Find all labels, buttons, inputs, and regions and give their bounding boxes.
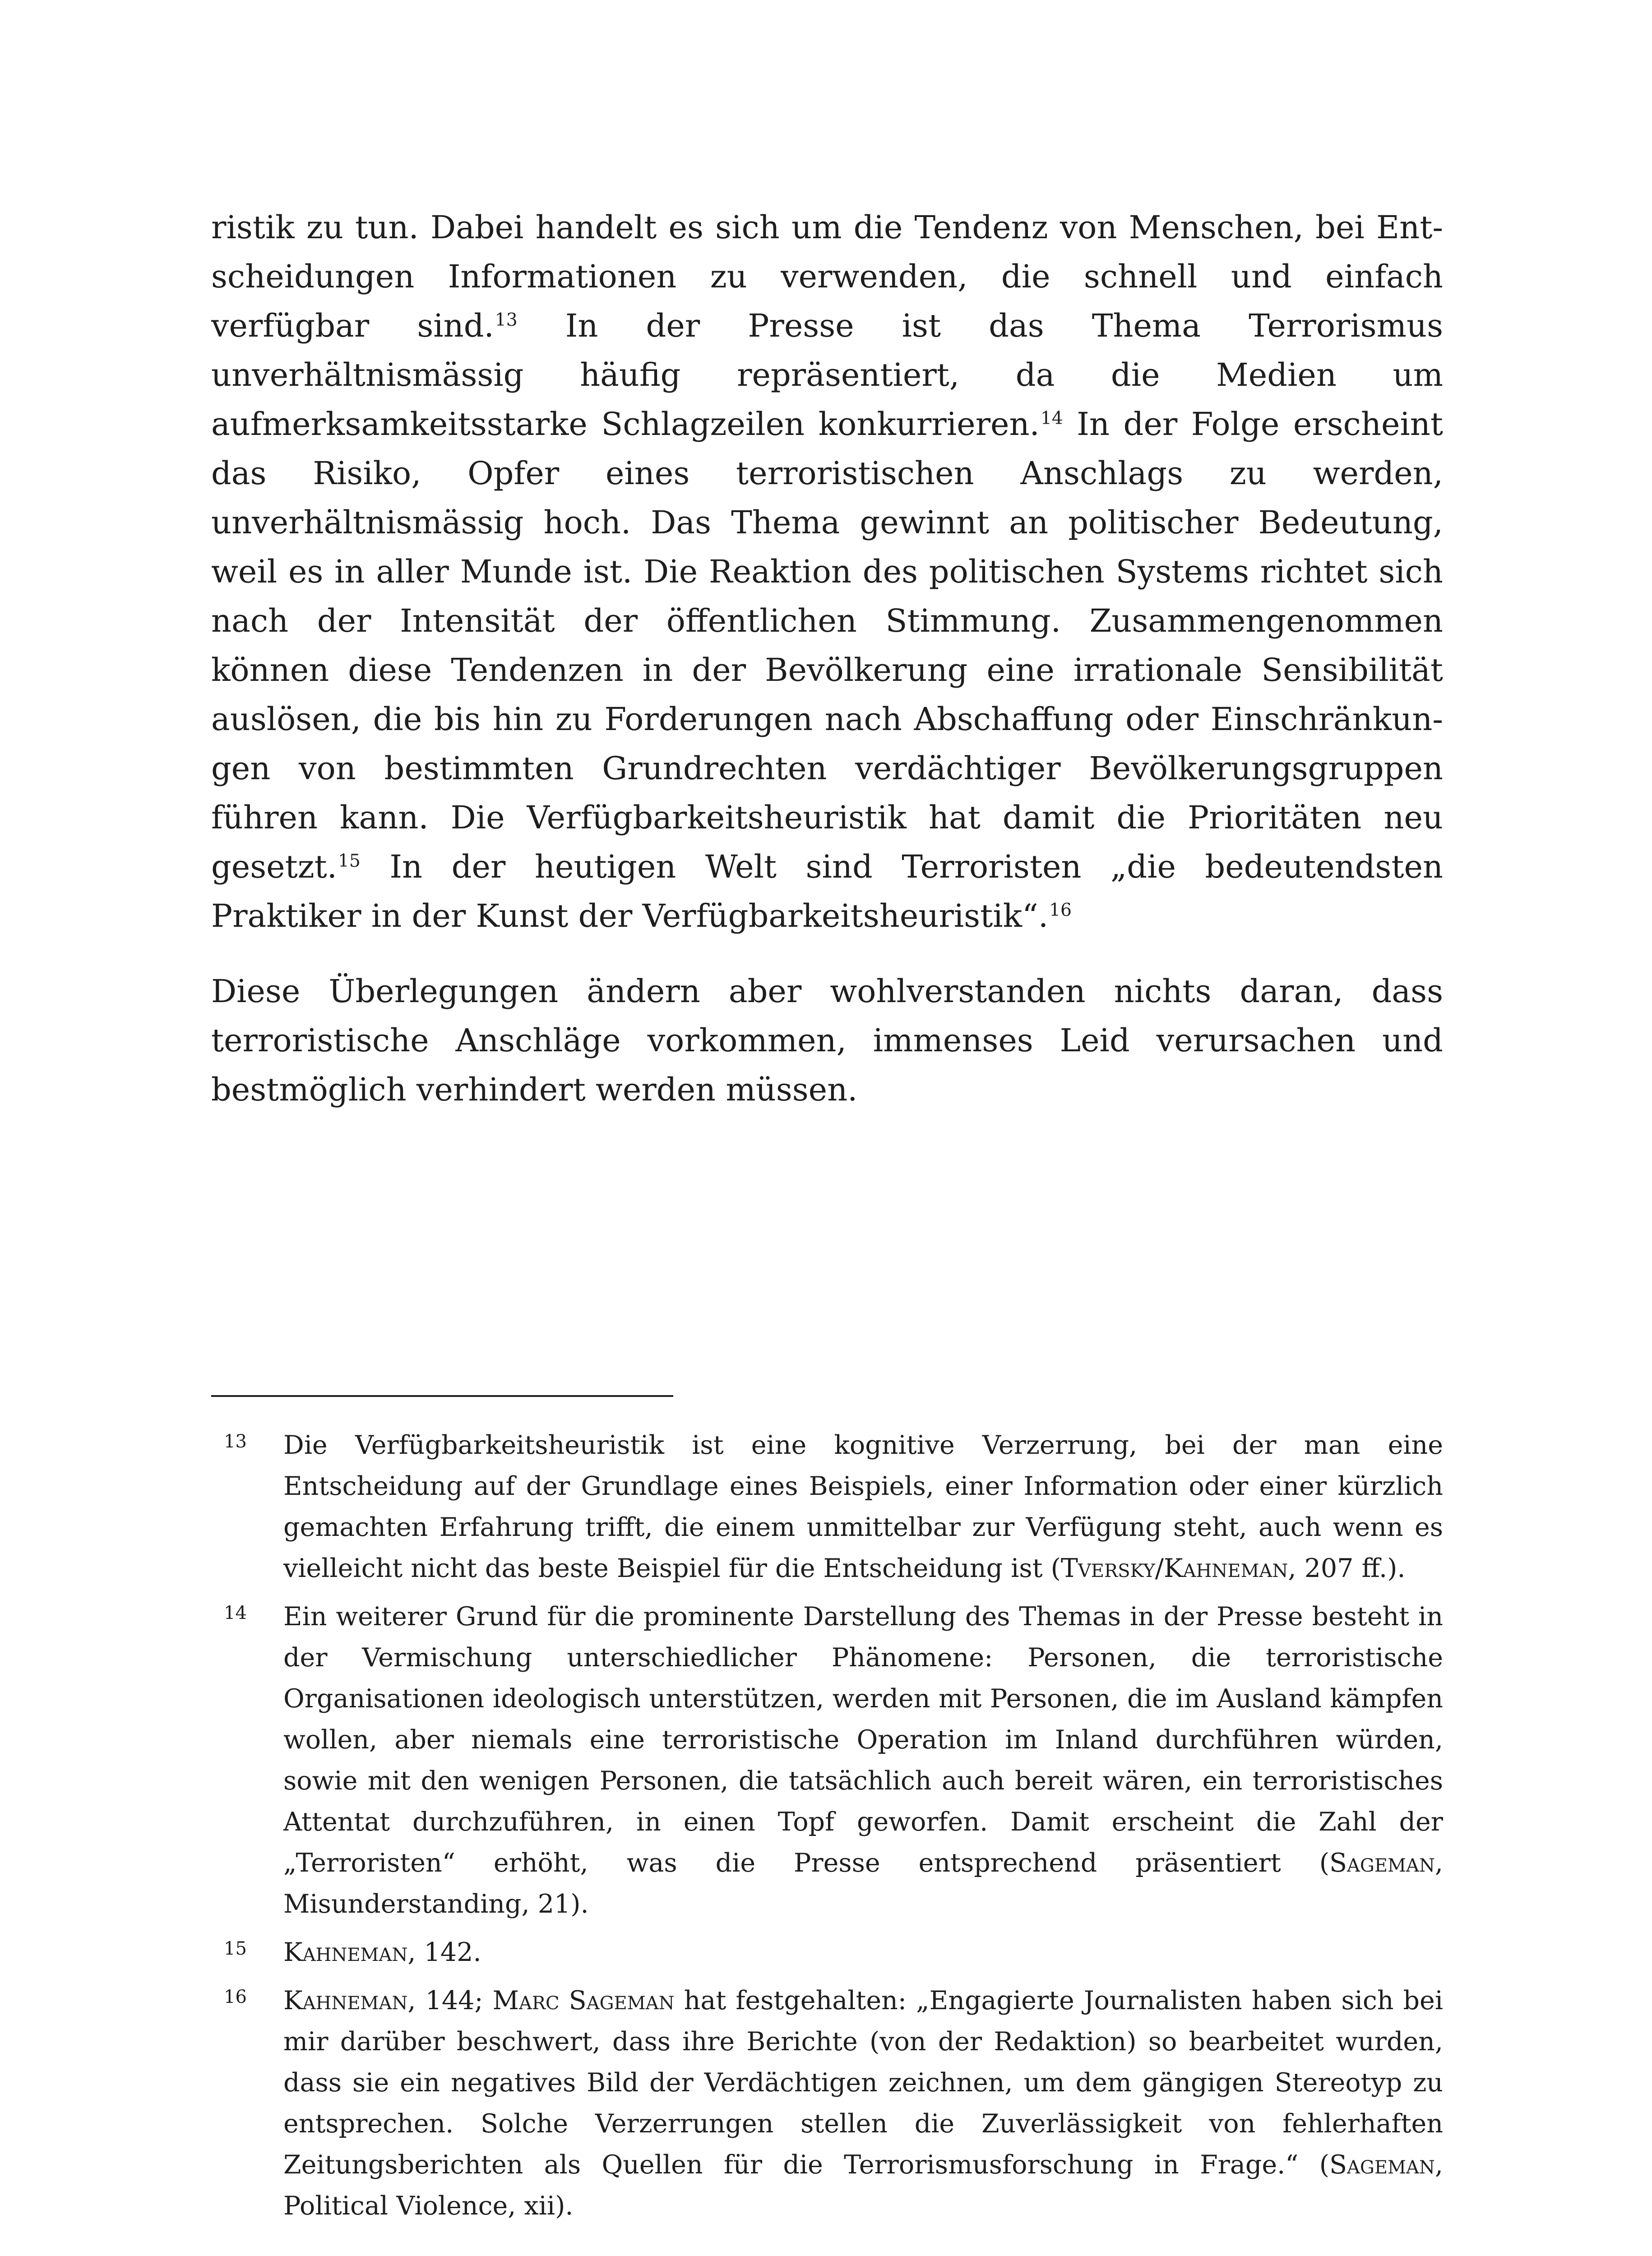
text-run: , Misunderstanding, 21). [283, 1848, 1443, 1919]
footnote-text [283, 1596, 1443, 1925]
text-run: , Political Violence, xii). [283, 2150, 1443, 2221]
footnote [211, 1980, 1443, 2227]
text-run: ristik zu tun. Dabei handelt es sich um die Tendenz von Menschen, bei Entscheidungen Informationen zu verwenden, die schnell und einfach verfügbar sind. [211, 209, 1443, 344]
footnote-number: 13 [224, 1431, 247, 1452]
text-run: Ein weiterer Grund für die prominente Darstellung des Themas in der Presse besteht in der Vermischung unterschiedlicher Phänomene: Personen, die terroristische Organisationen ideologisch unterstützen, werden mit Personen, die im Ausland kämpfen wollen, aber niemals eine terroristische Operation im Inland durchführen würden, sowie mit den wenigen Personen, die tatsächlich auch bereit wären, ein terroristisches Attentat durchzuführen, in einen Topf geworfen. Damit erscheint die Zahl der „Terroristen“ erhöht, was die Presse entsprechend präsentiert ( [283, 1602, 1443, 1878]
footnote [211, 1596, 1443, 1925]
footnote-text [283, 1425, 1443, 1589]
footnote-reference: 16 [1049, 900, 1072, 920]
text-run: In der heutigen Welt sind Terroristen „die bedeutendsten Praktiker in der Kunst der Verfügbarkeitsheuristik“. [211, 848, 1443, 934]
paragraph [211, 203, 1443, 941]
footnote-reference: 13 [495, 310, 518, 330]
footnote-number: 14 [224, 1603, 247, 1623]
footnote-number: 15 [224, 1938, 247, 1959]
text-run: Die Verfügbarkeitsheuristik ist eine kognitive Verzerrung, bei der man eine Entscheidung auf der Grundlage eines Beispiels, einer Information oder einer kürzlich gemachten Erfahrung trifft, die einem unmittelbar zur Verfügung steht, auch wenn es vielleicht nicht das beste Beispiel für die Entscheidung ist ( [283, 1430, 1443, 1583]
paragraph [211, 967, 1443, 1114]
footnote-number: 16 [224, 1987, 247, 2007]
footnote [211, 1932, 1443, 1973]
main-text [211, 203, 1443, 1114]
footnote-separator [211, 1395, 673, 1397]
author-name: Sageman [1329, 2150, 1435, 2180]
footnotes [211, 1425, 1443, 2234]
text-run: In der Folge erscheint das Risiko, Opfer eines terroristischen Anschlags zu werden, unverhältnismässig hoch. Das Thema gewinnt an politischer Bedeutung, weil es in aller Munde ist. Die Reaktion des politischen Systems richtet sich nach der Intensität der öffentlichen Stimmung. Zusammengenommen können diese Tendenzen in der Bevölkerung eine irrationale Sensibilität auslösen, die bis hin zu Forderungen nach Abschaffung oder Einschränkungen von bestimmten Grundrechten verdächtiger Bevölkerungsgruppen führen kann. Die Verfügbarkeitsheuristik hat damit die Prioritäten neu gesetzt. [211, 406, 1443, 885]
author-name: Marc Sageman [492, 1986, 675, 2016]
footnote-text [283, 1932, 1443, 1973]
text-run: hat festgehalten: „Engagierte Journalisten haben sich bei mir darüber beschwert, dass ihre Berichte (von der Redaktion) so bearbeitet wurden, dass sie ein negatives Bild der Verdächtigen zeichnen, um dem gängigen Stereotyp zu entsprechen. Solche Verzerrungen stellen die Zuverlässigkeit von fehlerhaften Zeitungsberichten als Quellen für die Terrorismusforschung in Frage.“ ( [283, 1986, 1443, 2180]
author-name: Tversky/Kahneman [1060, 1553, 1288, 1583]
text-run: Diese Überlegungen ändern aber wohlverstanden nichts daran, dass terroristische Anschläge vorkommen, immenses Leid verursachen und bestmöglich verhindert werden müssen. [211, 973, 1443, 1108]
footnote-reference: 14 [1040, 408, 1063, 429]
text-run: , 144; [407, 1986, 493, 2016]
footnote [211, 1425, 1443, 1589]
text-run: , 142. [407, 1937, 481, 1967]
author-name: Kahneman [283, 1986, 408, 2016]
footnote-text [283, 1980, 1443, 2227]
text-run: In der Presse ist das Thema Terrorismus unverhältnismässig häufig repräsentiert, da die Medien um aufmerksamkeitsstarke Schlagzeilen konkurrieren. [211, 307, 1443, 443]
text-run: , 207 ff.). [1288, 1553, 1406, 1583]
author-name: Sageman [1329, 1848, 1435, 1878]
author-name: Kahneman [283, 1937, 408, 1967]
footnote-reference: 15 [338, 851, 361, 871]
